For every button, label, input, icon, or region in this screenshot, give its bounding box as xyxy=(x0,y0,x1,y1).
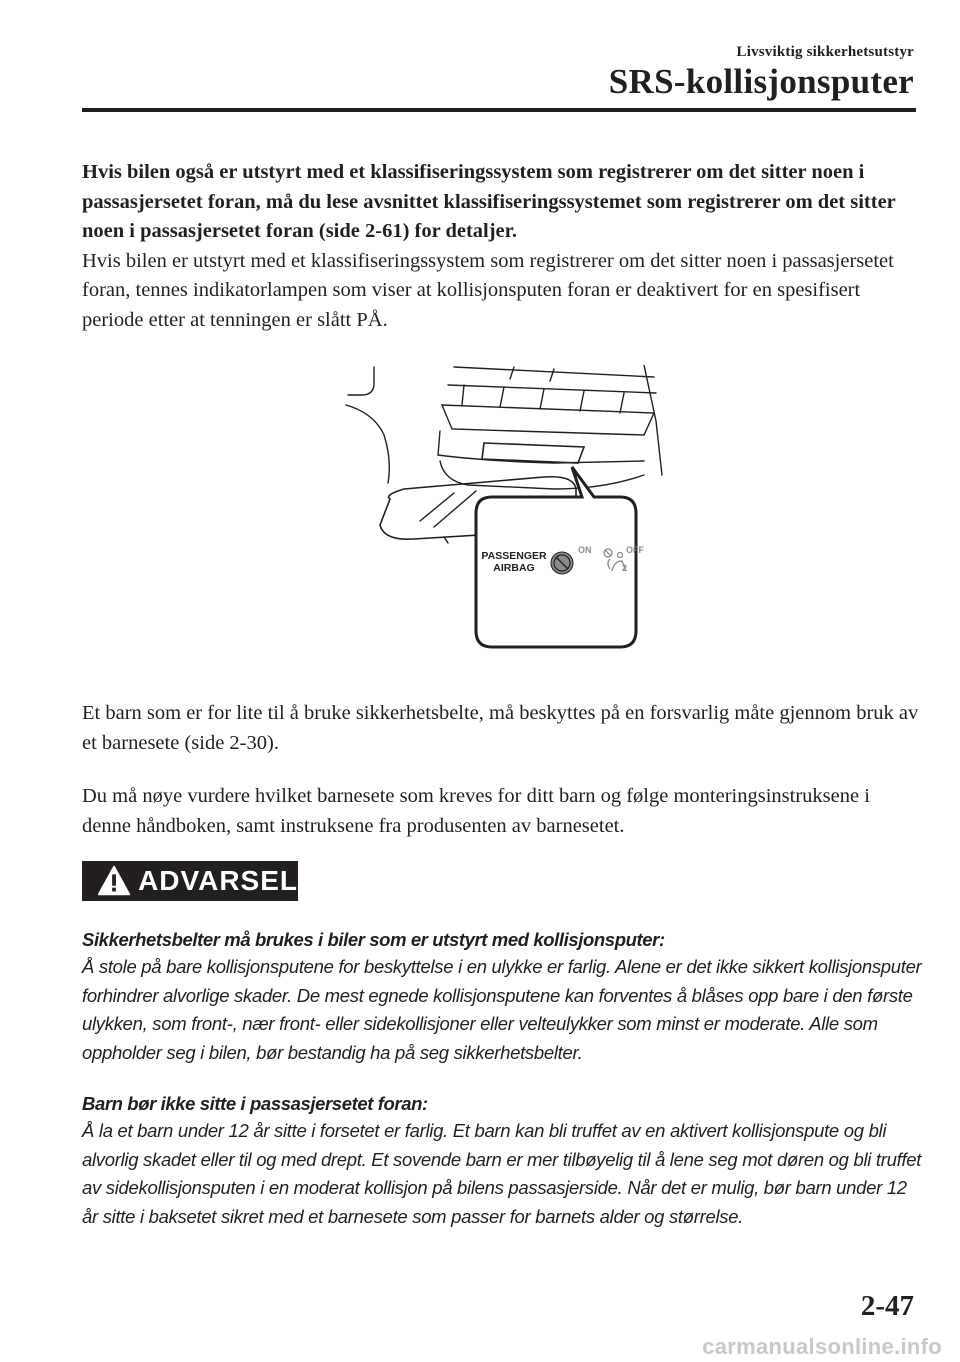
watermark: carmanualsonline.info xyxy=(702,1334,942,1359)
header-divider xyxy=(82,108,916,112)
airbag-label: AIRBAG xyxy=(493,562,535,574)
warning-banner xyxy=(82,861,298,901)
intro-lead: Hvis bilen også er utstyrt med et klassifiseringssystem som registrerer om det sitter noen i passasjersetet foran, må du lese avsnittet klassifiseringssystemet som registrerer om det sitter noen i passasjersetet foran (side 2-61) for detaljer. xyxy=(82,161,896,242)
page-title: SRS-kollisjonsputer xyxy=(608,62,914,101)
child-seat-paragraph: Et barn som er for lite til å bruke sikkerhetsbelte, må beskyttes på en forsvarlig måte gjennom bruk av et barnesete (side 2-30). xyxy=(82,702,919,754)
warning-text: Å stole på bare kollisjonsputene for beskyttelse i en ulykke er farlig. Alene er det ikke sikkert kollisjonsputer forhindrer alvorlige skader. De mest egnede kollisjonsputene kan forventes å blåses opp bare i den første ulykken, som front-, nær front- eller sidekollisjoner eller velteulykker som minst er moderate. Alle som oppholder seg i bilen, bør bestandig ha på seg sikkerhetsbelter. xyxy=(82,956,922,1063)
warning-triangle-icon xyxy=(96,863,132,899)
warning-heading: Barn bør ikke sitte i passasjersetet foran: xyxy=(82,1093,428,1114)
warning-text: Å la et barn under 12 år sitte i forsetet er farlig. Et barn kan bli truffet av en aktivert kollisjonspute og bli alvorlig skadet eller til og med drept. Et sovende barn er mer tilbøyelig til å lene seg mot døren og bli truffet av sidekollisjonsputen i en moderat kollisjon på bilens passasjerside. Når det er mulig, bør barn under 12 år sitte i baksetet sikret med et barnesete som passer for barnets alder og størrelse. xyxy=(82,1120,922,1227)
airbag-on-icon xyxy=(551,552,573,574)
warning-item xyxy=(82,927,922,1067)
on-label: ON xyxy=(578,545,592,555)
page-number: 2-47 xyxy=(860,1290,914,1322)
seat-number: 2 xyxy=(622,563,628,573)
passenger-label: PASSENGER xyxy=(481,550,547,562)
off-label: OFF xyxy=(626,545,644,555)
page-content xyxy=(82,158,922,1231)
warning-label: ADVARSEL xyxy=(138,865,298,896)
dashboard-illustration xyxy=(344,365,744,655)
warning-heading: Sikkerhetsbelter må brukes i biler som er utstyrt med kollisjonsputer: xyxy=(82,929,665,950)
airbag-indicator-figure xyxy=(82,365,922,665)
installation-paragraph: Du må nøye vurdere hvilket barnesete som kreves for ditt barn og følge monteringsinstruksene i denne håndboken, samt instruksene fra produsenten av barnesetet. xyxy=(82,785,870,837)
warning-item xyxy=(82,1091,922,1231)
section-title: Livsviktig sikkerhetsutstyr xyxy=(736,44,914,60)
intro-text: Hvis bilen er utstyrt med et klassifiseringssystem som registrerer om det sitter noen i passasjersetet foran, tennes indikatorlampen som viser at kollisjonsputen foran er deaktivert for en spesifisert periode etter at tenningen er slått PÅ. xyxy=(82,249,894,331)
